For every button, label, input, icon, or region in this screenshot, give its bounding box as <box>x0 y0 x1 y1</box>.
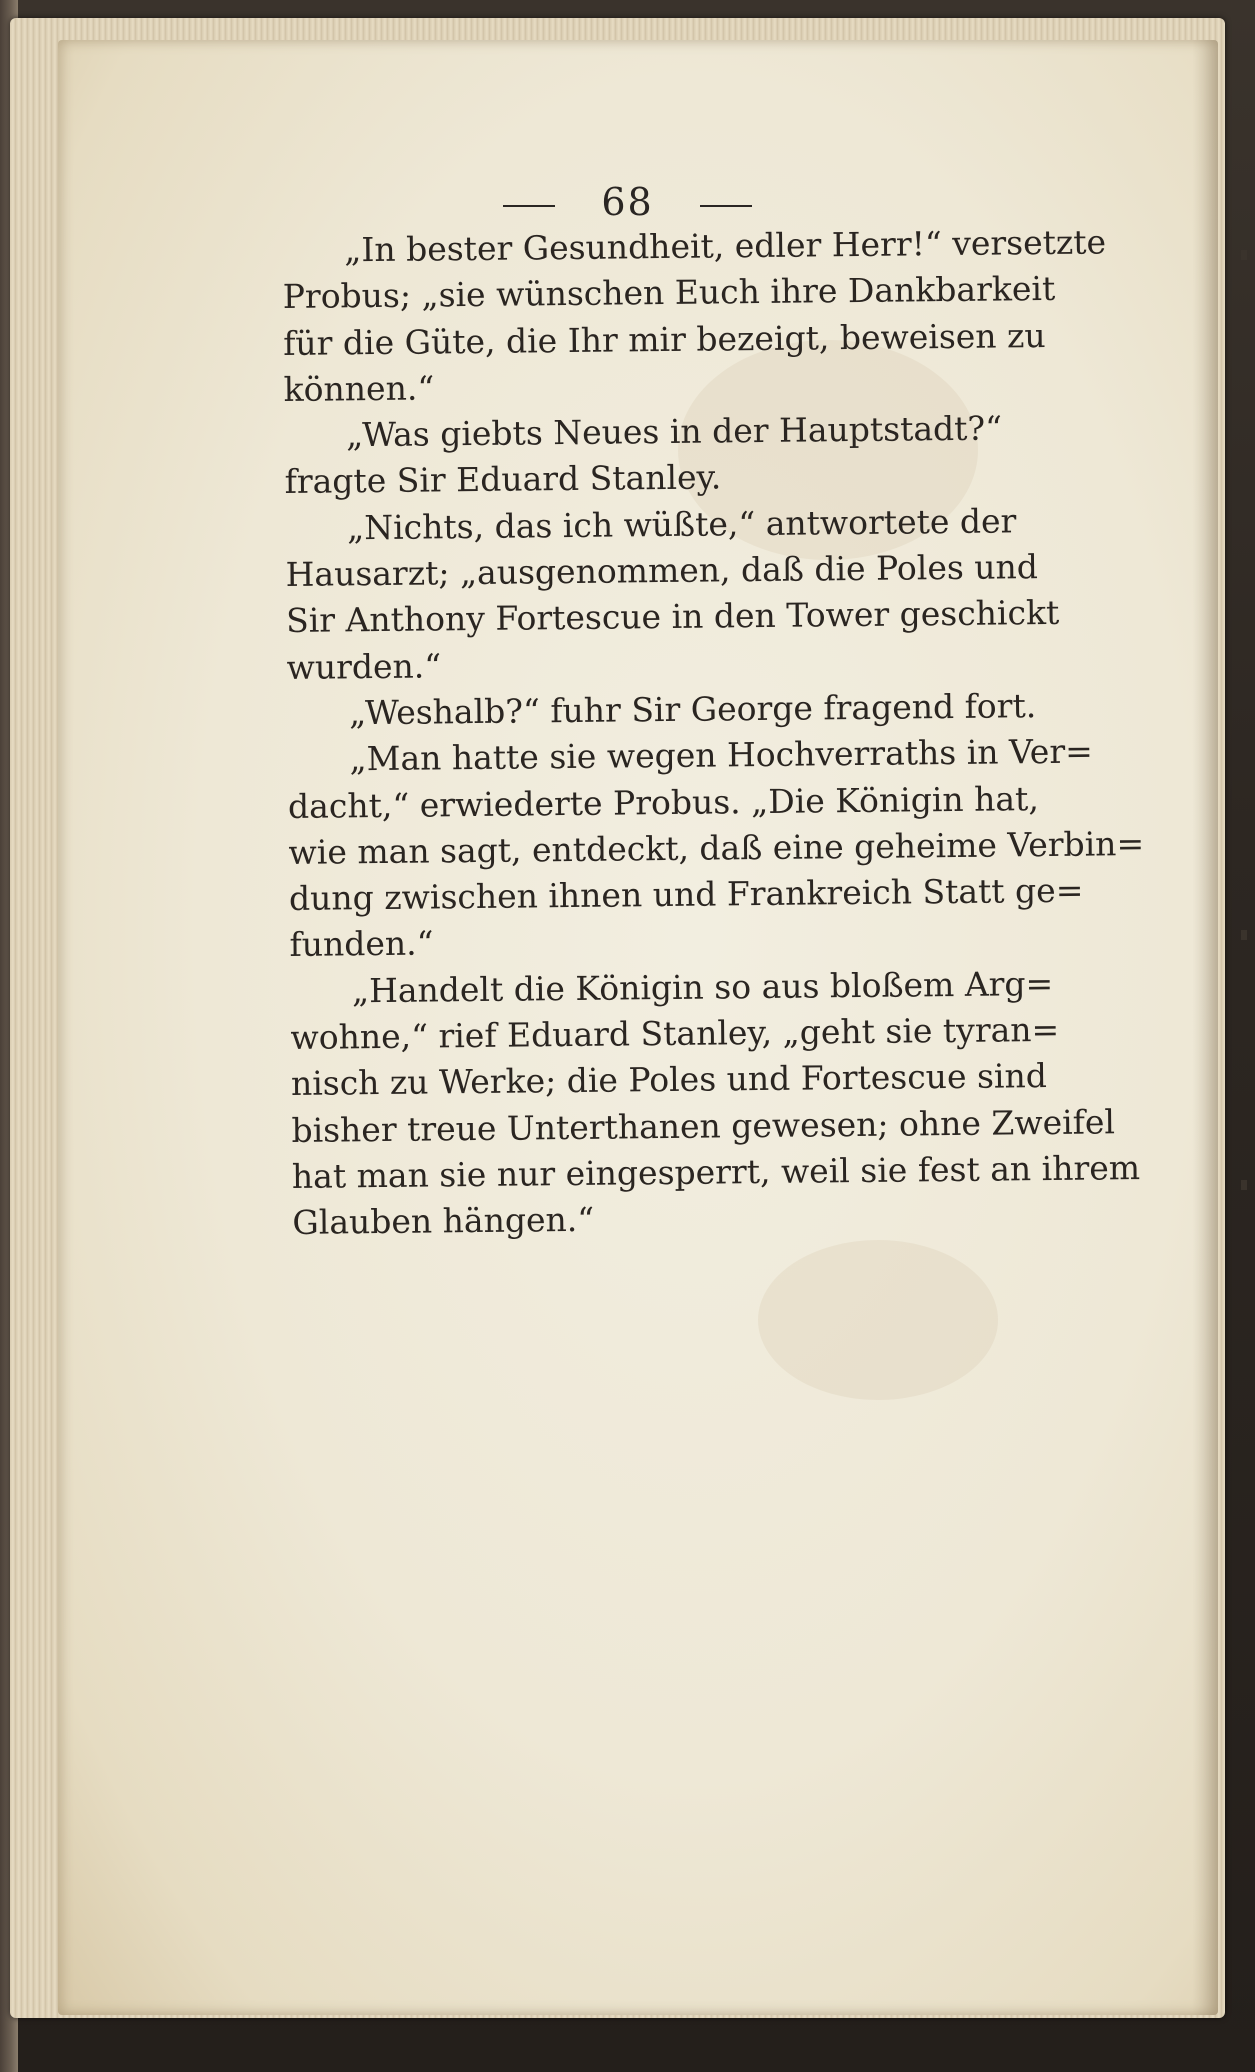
text-line: „Man hatte sie wegen Hochverraths in Ver= <box>349 731 1093 779</box>
paper-stain <box>758 1240 998 1400</box>
text-line: „Was giebts Neues in der Hauptstadt?“ <box>345 408 1003 455</box>
text-line: „Weshalb?“ fuhr Sir George fragend fort. <box>348 686 1037 733</box>
text-line: für die Güte, die Ihr mir bezeigt, beweisen zu <box>283 315 1046 363</box>
spine-mark <box>1241 930 1247 940</box>
text-line: „In bester Gesundheit, edler Herr!“ versetzte <box>344 222 1107 270</box>
page-header <box>0 180 1255 224</box>
text-line: nisch zu Werke; die Poles und Fortescue sind <box>290 1056 1048 1104</box>
text-line: fragte Sir Eduard Stanley. <box>284 457 722 502</box>
text-line: können.“ <box>283 368 435 409</box>
text-line: wohne,“ rief Eduard Stanley, „geht sie tyran= <box>290 1009 1060 1058</box>
text-line: hat man sie nur eingesperrt, weil sie fest an ihrem <box>291 1148 1141 1196</box>
body-text <box>282 221 1145 1246</box>
text-line: Sir Anthony Fortescue in den Tower geschickt <box>285 593 1060 641</box>
text-line: wurden.“ <box>286 646 442 687</box>
text-line: funden.“ <box>289 923 434 965</box>
text-line: bisher treue Unterthanen gewesen; ohne Zweifel <box>291 1101 1116 1150</box>
header-dash-right <box>700 205 752 207</box>
text-line: dacht,“ erwiederte Probus. „Die Königin hat, <box>287 778 1040 826</box>
text-line: wie man sagt, entdeckt, daß eine geheime Verbin= <box>288 823 1145 872</box>
spine-mark <box>1241 1180 1247 1190</box>
text-line: dung zwischen ihnen und Frankreich Statt ge= <box>288 870 1084 919</box>
text-line: Probus; „sie wünschen Euch ihre Dankbarkeit <box>282 269 1056 317</box>
text-line: „Handelt die Königin so aus bloßem Arg= <box>351 963 1054 1011</box>
text-line: „Nichts, das ich wüßte,“ antwortete der <box>346 501 1017 548</box>
spine-mark <box>1241 250 1247 260</box>
header-dash-left <box>503 205 555 207</box>
text-line: Hausarzt; „ausgenommen, daß die Poles und <box>285 547 1039 595</box>
page-number: 68 <box>601 180 654 224</box>
text-line: Glauben hängen.“ <box>292 1200 595 1243</box>
